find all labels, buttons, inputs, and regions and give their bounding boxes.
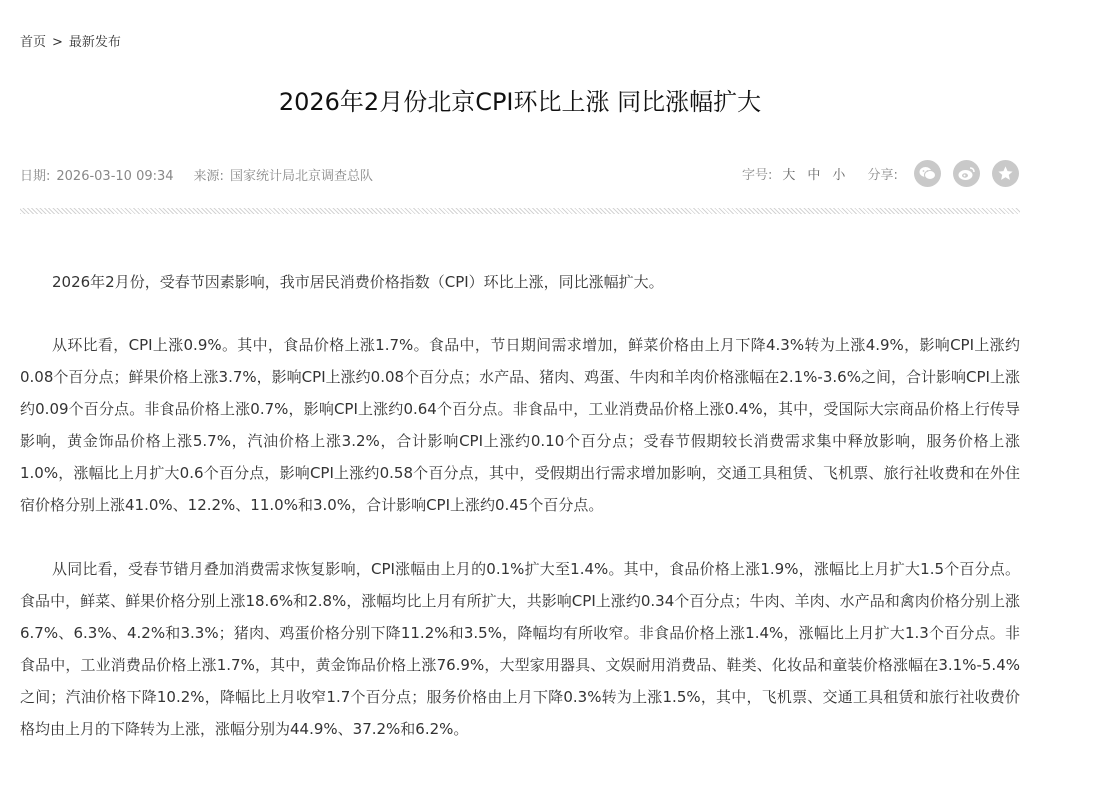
share-label: 分享: <box>867 167 898 183</box>
breadcrumb <box>20 31 121 50</box>
article-paragraph-2: 从环比看，CPI上涨0.9%。其中，食品价格上涨1.7%。食品中，节日期间需求增加，鲜菜价格由上月下降4.3%转为上涨4.9%，影响CPI上涨约0.08个百分点；鲜果价格上涨3.7%，影响CPI上涨约0.08个百分点；水产品、猪肉、鸡蛋、牛肉和羊肉价格涨幅在2.1%-3.6%之间，合计影响CPI上涨约0.09个百分点。非食品价格上涨0.7%，影响CPI上涨约0.64个百分点。非食品中，工业消费品价格上涨0.4%，其中，受国际大宗商品价格上行传导影响，黄金饰品价格上涨5.7%，汽油价格上涨3.2%，合计影响CPI上涨约0.10个百分点；受春节假期较长消费需求集中释放影响，服务价格上涨1.0%，涨幅比上月扩大0.6个百分点，影响CPI上涨约0.58个百分点，其中，受假期出行需求增加影响，交通工具租赁、飞机票、旅行社收费和在外住宿价格分别上涨41.0%、12.2%、11.0%和3.0%，合计影响CPI上涨约0.45个百分点。 <box>20 336 1020 514</box>
breadcrumb-separator: > <box>52 35 63 50</box>
favorite-star-icon[interactable] <box>992 160 1019 187</box>
font-size-label: 字号: <box>742 167 773 183</box>
wechat-icon[interactable] <box>914 160 941 187</box>
source-label: 来源: <box>193 169 224 184</box>
article-meta <box>20 165 379 184</box>
breadcrumb-home-link[interactable]: 首页 <box>20 35 47 50</box>
article-title: 2026年2月份北京CPI环比上涨 同比涨幅扩大 <box>278 88 762 116</box>
source-value: 国家统计局北京调查总队 <box>229 169 373 184</box>
font-size-medium-button[interactable]: 中 <box>807 167 821 183</box>
article-tools <box>742 158 1031 188</box>
date-label: 日期: <box>20 169 51 184</box>
header-divider <box>20 208 1020 214</box>
article-paragraph-1: 2026年2月份，受春节因素影响，我市居民消费价格指数（CPI）环比上涨，同比涨幅扩大。 <box>52 273 664 291</box>
date-value: 2026-03-10 09:34 <box>56 169 174 184</box>
weibo-icon[interactable] <box>953 160 980 187</box>
font-size-small-button[interactable]: 小 <box>832 167 846 183</box>
font-size-large-button[interactable]: 大 <box>782 167 796 183</box>
breadcrumb-current-link[interactable]: 最新发布 <box>68 35 121 50</box>
article-paragraph-3: 从同比看，受春节错月叠加消费需求恢复影响，CPI涨幅由上月的0.1%扩大至1.4%。其中，食品价格上涨1.9%，涨幅比上月扩大1.5个百分点。食品中，鲜菜、鲜果价格分别上涨18.6%和2.8%，涨幅均比上月有所扩大，共影响CPI上涨约0.34个百分点；牛肉、羊肉、水产品和禽肉价格分别上涨6.7%、6.3%、4.2%和3.3%；猪肉、鸡蛋价格分别下降11.2%和3.5%，降幅均有所收窄。非食品价格上涨1.4%，涨幅比上月扩大1.3个百分点。非食品中，工业消费品价格上涨1.7%，其中，黄金饰品价格上涨76.9%，大型家用器具、文娱耐用消费品、鞋类、化妆品和童装价格涨幅在3.1%-5.4%之间；汽油价格下降10.2%，降幅比上月收窄1.7个百分点；服务价格由上月下降0.3%转为上涨1.5%，其中，飞机票、交通工具租赁和旅行社收费价格均由上月的下降转为上涨，涨幅分别为44.9%、37.2%和6.2%。 <box>20 560 1020 738</box>
